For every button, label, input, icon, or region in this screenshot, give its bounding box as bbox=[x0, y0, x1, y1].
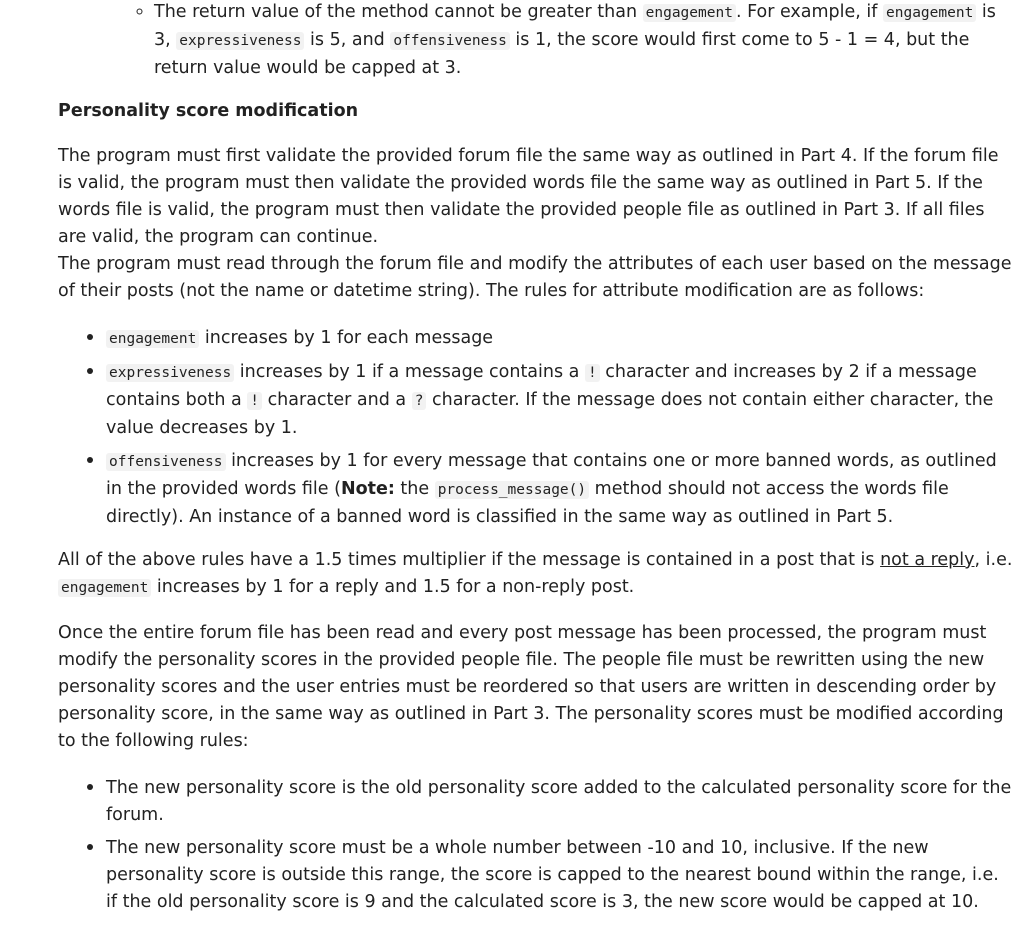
document-content bbox=[58, 0, 1014, 932]
text: is 1, the score would first come to 5 - 1 = 4, but the return value would be capped at 3. bbox=[154, 30, 970, 78]
text: . For example, if bbox=[735, 2, 884, 22]
text: increases by 1 for each message bbox=[199, 328, 494, 348]
rule-expressiveness bbox=[106, 357, 1014, 442]
text: increases by 1 if a message contains a bbox=[234, 362, 585, 382]
multiplier-paragraph bbox=[58, 547, 1014, 602]
code-engagement: engagement bbox=[106, 330, 199, 348]
code-process-message: process_message() bbox=[435, 481, 589, 499]
text: the bbox=[394, 479, 435, 499]
underlined-text: not a reply bbox=[880, 550, 975, 570]
section-heading: Personality score modification bbox=[58, 101, 359, 121]
text: method should not access the words file directly). An instance of a banned word is classified in the same way as outlined in Part 5. bbox=[106, 479, 949, 527]
text: is 5, and bbox=[304, 30, 391, 50]
text: The return value of the method cannot be greater than bbox=[154, 2, 643, 22]
code-expressiveness: expressiveness bbox=[106, 364, 234, 382]
score-rules-list bbox=[58, 773, 1014, 916]
text: increases by 1 for a reply and 1.5 for a non-reply post. bbox=[151, 577, 635, 597]
text: , i.e. bbox=[974, 550, 1013, 570]
text: character and increases by 2 if a message contains both a bbox=[106, 362, 977, 410]
validation-paragraph: The program must first validate the provided forum file the same way as outlined in Part 4. If the forum file is valid, the program must then validate the provided words file the same way as outlined in Part 5. If the words file is valid, the program must then validate the provided people file as outlined in Part 3. If all files are valid, the program can continue. bbox=[58, 146, 999, 247]
attribute-intro-paragraph: The program must read through the forum file and modify the attributes of each user based on the message of their posts (not the name or datetime string). The rules for attribute modification are as follows: bbox=[58, 254, 1012, 301]
text: character and a bbox=[262, 390, 412, 410]
text: character. If the message does not contain either character, the value decreases by 1. bbox=[106, 390, 994, 438]
code-question: ? bbox=[412, 392, 427, 410]
return-value-note bbox=[154, 0, 1014, 82]
text: increases by 1 for every message that contains one or more banned words, as outlined in the provided words file ( bbox=[106, 451, 997, 499]
score-rule: • The new personality score is the old personality score added to the calculated personality score for the forum. bbox=[106, 773, 1014, 829]
rule-offensiveness bbox=[106, 446, 1014, 531]
code-offensiveness: offensiveness bbox=[390, 32, 510, 50]
code-offensiveness: offensiveness bbox=[106, 453, 226, 471]
attribute-rules-list bbox=[58, 323, 1014, 531]
text: is 3, bbox=[154, 2, 996, 50]
code-exclamation: ! bbox=[585, 364, 600, 382]
text: All of the above rules have a 1.5 times multiplier if the message is contained in a post that is bbox=[58, 550, 881, 570]
return-value-sublist bbox=[58, 0, 1014, 82]
code-engagement: engagement bbox=[883, 4, 976, 22]
code-exclamation: ! bbox=[247, 392, 262, 410]
score-modification-paragraph: Once the entire forum file has been read and every post message has been processed, the program must modify the personality scores in the provided people file. The people file must be rewritten using the new personality scores and the user entries must be reordered so that users are written in descending order by personality score, in the same way as outlined in Part 3. The personality scores must be modified according to the following rules: bbox=[58, 623, 1004, 751]
rule-engagement bbox=[106, 323, 1014, 353]
score-rule: • The new personality score must be a whole number between -10 and 10, inclusive. If the new personality score is outside this range, the score is capped to the nearest bound within the range, i.e. if the old personality score is 9 and the calculated score is 3, the new score would be capped at 10. bbox=[106, 833, 1014, 916]
code-engagement: engagement bbox=[643, 4, 736, 22]
code-expressiveness: expressiveness bbox=[176, 32, 304, 50]
note-label: Note: bbox=[340, 479, 395, 499]
code-engagement: engagement bbox=[58, 579, 151, 597]
